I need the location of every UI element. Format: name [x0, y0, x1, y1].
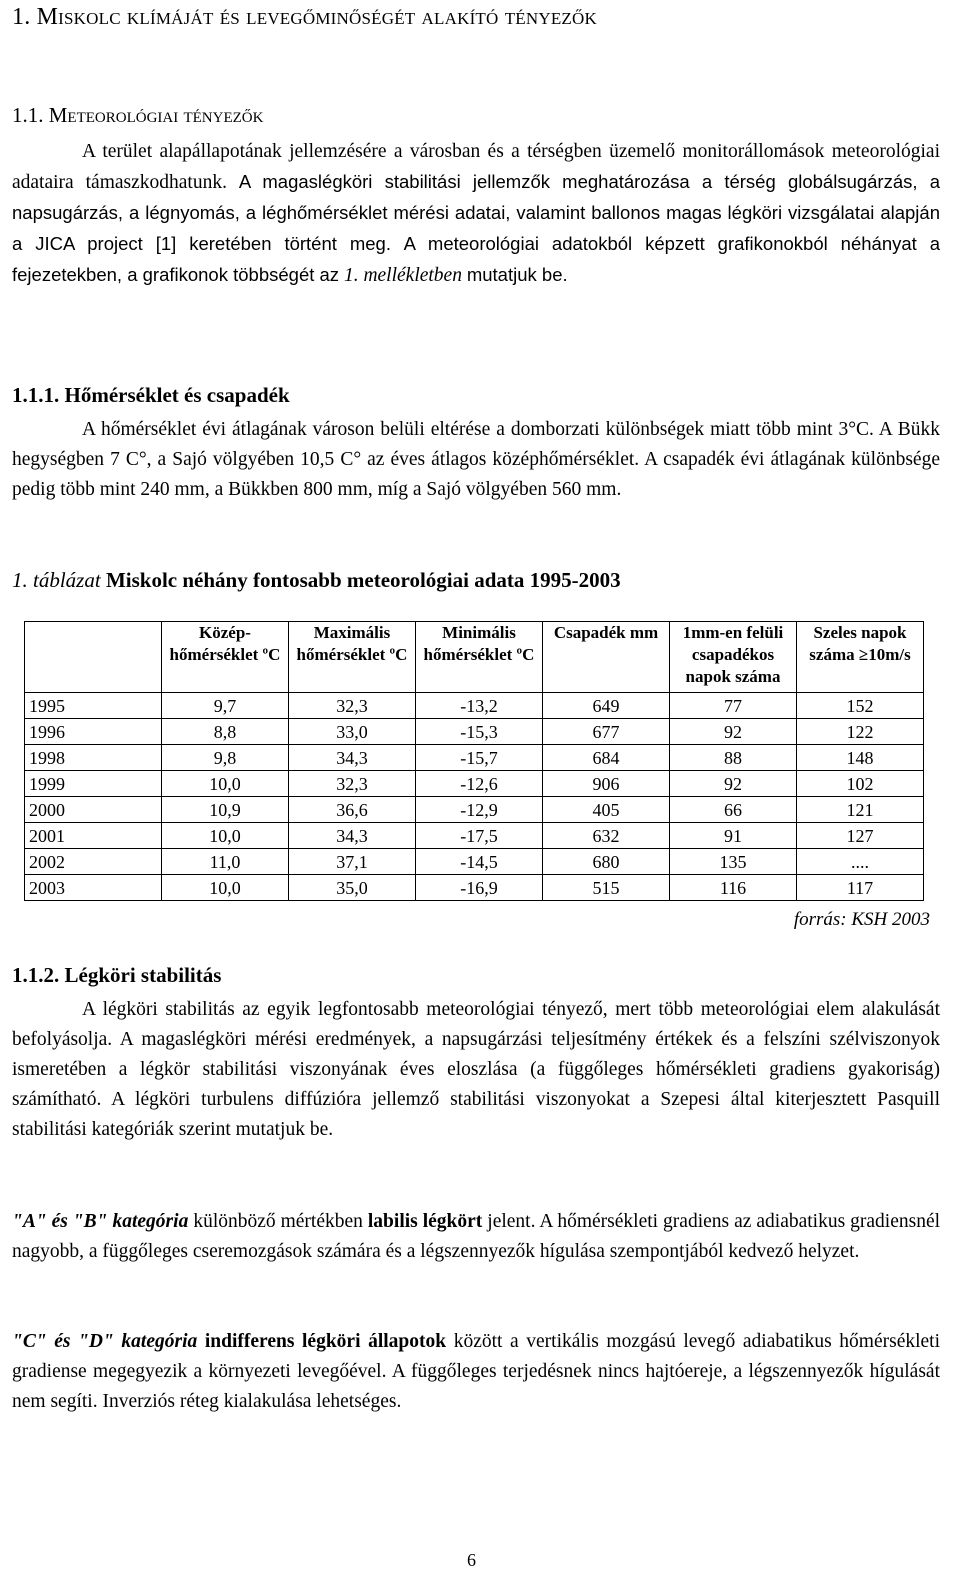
category-cd-paragraph: [12, 1327, 940, 1417]
intro-paragraph: [12, 137, 940, 291]
cell-year: 1996: [25, 719, 162, 745]
subsection-heading-stability: 1.1.2. Légköri stabilitás: [12, 963, 222, 987]
section-heading: 1.1. Meteorológiai tényezők: [12, 103, 264, 127]
table-caption-text: Miskolc néhány fontosabb meteorológiai adata 1995-2003: [105, 568, 621, 592]
cell-max: 32,3: [289, 771, 416, 797]
cell-windy: 152: [797, 693, 924, 719]
cell-max: 37,1: [289, 849, 416, 875]
cell-rainy: 92: [670, 771, 797, 797]
cell-windy: 121: [797, 797, 924, 823]
cell-max: 36,6: [289, 797, 416, 823]
cell-rainy: 66: [670, 797, 797, 823]
cell-max: 34,3: [289, 745, 416, 771]
table-row: [25, 797, 924, 823]
cell-year: 1999: [25, 771, 162, 797]
cell-rainy: 77: [670, 693, 797, 719]
category-ab-label: "A" és "B" kategória: [12, 1211, 189, 1232]
cell-min: -15,3: [416, 719, 543, 745]
cell-min: -16,9: [416, 875, 543, 901]
category-ab-bold: labilis légkört: [367, 1211, 483, 1232]
intro-sentence-1: A terület alapállapotának jellemzésére a városban és a térségben üzemelő monitorállomások meteorológiai adataira támaszkodhatunk.: [12, 141, 940, 193]
cell-rainy: 88: [670, 745, 797, 771]
header-min-temp: Minimális hőmérséklet ºC: [416, 622, 543, 693]
cell-year: 1998: [25, 745, 162, 771]
category-cd-text: között a vertikális mozgású levegő adiabatikus hőmérsékleti gradiense megegyezik a környezeti levegőével. A függőleges terjedésnek nincs hajtóereje, a légszennyezők hígulását nem segíti. Inverziós réteg kialakulása lehetséges.: [12, 1331, 941, 1412]
stability-text: A légköri stabilitás az egyik legfontosabb meteorológiai tényező, mert több meteorológiai elem alakulását befolyásolja. A magaslégköri mérési eredmények, a napsugárzási teljesítmény értékek és a felszíni szélviszonyok ismeretében a légkör stabilitási viszonyának éves eloszlása (a függőleges hőmérsékleti gradiens gyakoriság) számítható. A légköri turbulens diffúzióra jellemző stabilitási viszonyokat a Szepesi által kiterjesztett Pasquill stabilitási kategóriák szerint mutatjuk be.: [12, 999, 940, 1140]
cell-min: -15,7: [416, 745, 543, 771]
table-caption-label: 1. táblázat: [12, 568, 101, 592]
cell-max: 32,3: [289, 693, 416, 719]
intro-sentence-3: A meteorológiai adatokból képzett grafikonokból néhányat a fejezetekben, a grafikonok többségét az: [12, 233, 941, 285]
cell-windy: 127: [797, 823, 924, 849]
cell-rainy: 91: [670, 823, 797, 849]
cell-windy: ....: [797, 849, 924, 875]
appendix-reference: 1. mellékletben: [343, 265, 462, 286]
cell-precip: 906: [543, 771, 670, 797]
chapter-heading: 1. Miskolc klímáját és levegőminőségét alakító tényezők: [12, 4, 597, 30]
cell-precip: 515: [543, 875, 670, 901]
cell-mean: 10,9: [162, 797, 289, 823]
cell-precip: 405: [543, 797, 670, 823]
cell-windy: 148: [797, 745, 924, 771]
cell-mean: 11,0: [162, 849, 289, 875]
cell-mean: 10,0: [162, 875, 289, 901]
cell-min: -12,6: [416, 771, 543, 797]
header-year: [25, 622, 162, 693]
table-row: [25, 875, 924, 901]
cell-mean: 9,7: [162, 693, 289, 719]
subsection-heading-temperature: 1.1.1. Hőmérséklet és csapadék: [12, 383, 290, 407]
table-row: [25, 771, 924, 797]
cell-year: 2000: [25, 797, 162, 823]
cell-min: -13,2: [416, 693, 543, 719]
table-caption: [12, 565, 621, 595]
category-cd-label: "C" és "D" kategória: [12, 1331, 198, 1352]
cell-rainy: 135: [670, 849, 797, 875]
cell-precip: 632: [543, 823, 670, 849]
header-windy-days: Szeles napok száma ≥10m/s: [797, 622, 924, 693]
table-row: [25, 849, 924, 875]
header-rainy-days: 1mm-en felüli csapadékos napok száma: [670, 622, 797, 693]
category-ab-paragraph: [12, 1207, 940, 1267]
cell-precip: 649: [543, 693, 670, 719]
table-row: [25, 693, 924, 719]
cell-rainy: 92: [670, 719, 797, 745]
cell-precip: 677: [543, 719, 670, 745]
stability-paragraph: [12, 995, 940, 1145]
page-number: 6: [467, 1550, 476, 1570]
temperature-text: A hőmérséklet évi átlagának városon belüli eltérése a domborzati különbségek miatt több mint 3°C. A Bükk hegységben 7 C°, a Sajó völgyében 10,5 C° az éves átlagos középhőmérséklet. A csapadék évi átlagának különbsége pedig több mint 240 mm, a Bükkben 800 mm, míg a Sajó völgyében 560 mm.: [12, 419, 940, 500]
intro-sentence-end: mutatjuk be.: [466, 264, 568, 285]
table-source: forrás: KSH 2003: [793, 909, 930, 930]
intro-sentence-2: A magaslégköri stabilitási jellemzők meghatározása a térség globálsugárzás, a napsugárzás, a légnyomás, a léghőmérséklet mérési adatai, valamint ballonos magas légköri vizsgálatai alapján a JICA project [1] keretében történt meg.: [12, 171, 940, 254]
table-row: [25, 745, 924, 771]
table-row: [25, 823, 924, 849]
cell-min: -14,5: [416, 849, 543, 875]
meteorology-table: [24, 621, 924, 901]
header-precipitation: Csapadék mm: [543, 622, 670, 693]
cell-year: 2002: [25, 849, 162, 875]
table-row: [25, 719, 924, 745]
header-mean-temp: Közép-hőmérséklet ºC: [162, 622, 289, 693]
category-ab-text-1: különböző mértékben: [193, 1211, 363, 1232]
cell-year: 1995: [25, 693, 162, 719]
cell-mean: 8,8: [162, 719, 289, 745]
header-max-temp: Maximális hőmérséklet ºC: [289, 622, 416, 693]
cell-mean: 10,0: [162, 771, 289, 797]
table-header-row: [25, 622, 924, 693]
cell-precip: 684: [543, 745, 670, 771]
cell-precip: 680: [543, 849, 670, 875]
cell-max: 35,0: [289, 875, 416, 901]
cell-windy: 122: [797, 719, 924, 745]
temperature-paragraph: [12, 415, 940, 505]
cell-mean: 10,0: [162, 823, 289, 849]
cell-max: 33,0: [289, 719, 416, 745]
cell-max: 34,3: [289, 823, 416, 849]
cell-rainy: 116: [670, 875, 797, 901]
cell-mean: 9,8: [162, 745, 289, 771]
cell-windy: 102: [797, 771, 924, 797]
category-cd-bold: indifferens légköri állapotok: [204, 1331, 447, 1352]
cell-year: 2003: [25, 875, 162, 901]
cell-windy: 117: [797, 875, 924, 901]
cell-min: -17,5: [416, 823, 543, 849]
category-ab-text-2: jelent. A hőmérsékleti gradiens az adiabatikus gradiensnél nagyobb, a függőleges cseremozgások számára és a légszennyezők hígulása szempontjából kedvező helyzet.: [12, 1211, 941, 1262]
cell-year: 2001: [25, 823, 162, 849]
cell-min: -12,9: [416, 797, 543, 823]
